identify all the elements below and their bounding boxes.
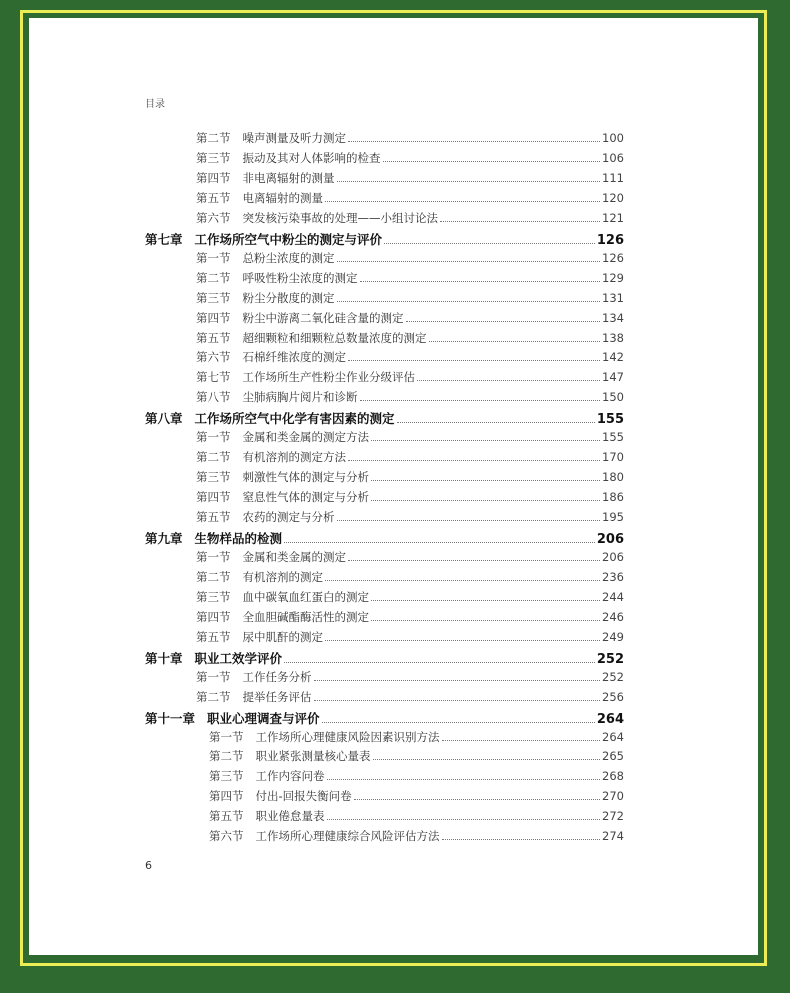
section-number: 第一节 <box>196 549 231 564</box>
toc-page-number: 268 <box>602 769 624 784</box>
dot-leader <box>327 818 601 820</box>
section-number: 第四节 <box>209 789 244 804</box>
section-number: 第七节 <box>196 370 231 385</box>
dot-leader <box>371 479 600 481</box>
toc-section-row <box>196 569 624 587</box>
toc-page-number: 180 <box>602 470 624 485</box>
section-number: 第一节 <box>196 430 231 445</box>
section-title: 尘肺病胸片阅片和诊断 <box>242 390 358 405</box>
toc-page-number: 147 <box>602 370 624 385</box>
section-title: 职业倦怠量表 <box>255 809 325 824</box>
section-number: 第六节 <box>196 350 231 365</box>
toc-page-number: 270 <box>602 789 624 804</box>
toc-page-number: 206 <box>596 532 624 547</box>
toc-section-row <box>196 210 624 228</box>
section-title: 粉尘分散度的测定 <box>242 290 335 305</box>
toc-page-number: 121 <box>602 210 624 225</box>
section-number: 第三节 <box>196 150 231 165</box>
section-title: 工作任务分析 <box>242 669 312 684</box>
section-number: 第五节 <box>209 809 244 824</box>
section-number: 第三节 <box>209 769 244 784</box>
dot-leader <box>442 739 601 741</box>
section-title: 总粉尘浓度的测定 <box>242 250 335 265</box>
section-title: 提举任务评估 <box>242 689 312 704</box>
chapter-title: 职业心理调查与评价 <box>207 710 320 726</box>
section-number: 第五节 <box>196 510 231 525</box>
dot-leader <box>284 541 595 543</box>
toc-section-row <box>196 469 624 487</box>
toc-section-row <box>196 250 624 268</box>
toc-chapter-row <box>145 529 624 547</box>
toc-section-row <box>209 748 624 766</box>
toc-section-row <box>196 389 624 407</box>
chapter-title: 职业工效学评价 <box>194 650 283 666</box>
toc-section-row <box>209 768 624 786</box>
toc-section-row <box>196 669 624 687</box>
toc-page-number: 170 <box>602 450 624 465</box>
toc-page-number: 126 <box>602 250 624 265</box>
toc-section-row <box>196 349 624 367</box>
dot-leader <box>327 778 601 780</box>
section-number: 第八节 <box>196 390 231 405</box>
section-title: 尿中肌酐的测定 <box>242 629 323 644</box>
dot-leader <box>337 519 601 521</box>
toc-page-number: 252 <box>602 669 624 684</box>
toc-page-number: 236 <box>602 569 624 584</box>
toc-section-row <box>196 449 624 467</box>
section-number: 第四节 <box>196 310 231 325</box>
section-title: 有机溶剂的测定 <box>242 569 323 584</box>
dot-leader <box>348 359 600 361</box>
section-title: 工作内容问卷 <box>255 769 325 784</box>
toc-section-row <box>209 729 624 747</box>
section-number: 第二节 <box>196 131 231 145</box>
toc-page-number: 272 <box>602 809 624 824</box>
section-title: 工作场所生产性粉尘作业分级评估 <box>242 370 415 385</box>
dot-leader <box>417 379 600 381</box>
section-title: 刺激性气体的测定与分析 <box>242 470 369 485</box>
dot-leader <box>442 838 601 840</box>
toc-section-row <box>209 808 624 826</box>
section-title: 电离辐射的测量 <box>242 190 323 205</box>
toc-section-row <box>196 369 624 387</box>
section-title: 呼吸性粉尘浓度的测定 <box>242 270 358 285</box>
toc-section-row <box>196 509 624 527</box>
dot-leader <box>348 140 600 142</box>
toc-chapter-row <box>145 409 624 427</box>
section-number: 第六节 <box>196 210 231 225</box>
section-title: 非电离辐射的测量 <box>242 170 335 185</box>
toc-chapter-row <box>145 230 624 248</box>
section-number: 第五节 <box>196 190 231 205</box>
section-title: 血中碳氧血红蛋白的测定 <box>242 589 369 604</box>
dot-leader <box>360 280 601 282</box>
toc-section-row <box>196 170 624 188</box>
section-number: 第一节 <box>196 250 231 265</box>
page-number: 6 <box>145 859 152 872</box>
toc-page-number: 256 <box>602 689 624 704</box>
section-title: 付出-回报失衡问卷 <box>255 789 352 804</box>
toc-page-number: 138 <box>602 330 624 345</box>
section-number: 第三节 <box>196 470 231 485</box>
dot-leader <box>314 699 601 701</box>
toc-page-number: 249 <box>602 629 624 644</box>
toc-page-number: 129 <box>602 270 624 285</box>
toc-section-row <box>196 689 624 707</box>
section-number: 第二节 <box>196 450 231 465</box>
chapter-number: 第八章 <box>145 411 183 427</box>
toc-section-row <box>196 330 624 348</box>
section-title: 粉尘中游离二氧化硅含量的测定 <box>242 310 404 325</box>
toc-page-number: 264 <box>596 711 624 727</box>
toc-page-number: 134 <box>602 310 624 325</box>
toc-page-number: 265 <box>602 749 624 764</box>
dot-leader <box>383 160 601 162</box>
section-title: 振动及其对人体影响的检查 <box>242 150 381 165</box>
dot-leader <box>314 679 601 681</box>
section-title: 金属和类金属的测定 <box>242 549 346 564</box>
section-number: 第一节 <box>196 669 231 684</box>
toc-page-number: 126 <box>596 232 624 248</box>
chapter-number: 第七章 <box>145 231 183 247</box>
toc-page-number: 264 <box>602 729 624 744</box>
toc-page-number: 120 <box>602 190 624 205</box>
dot-leader <box>371 439 600 441</box>
toc-section-row <box>196 190 624 208</box>
toc-section-row <box>196 489 624 507</box>
dot-leader <box>348 559 600 561</box>
toc-page-number: 274 <box>602 829 624 844</box>
chapter-number: 第十一章 <box>145 710 196 726</box>
dot-leader <box>348 459 600 461</box>
toc-section-row <box>196 589 624 607</box>
section-number: 第一节 <box>209 729 244 744</box>
dot-leader <box>325 639 600 641</box>
section-number: 第二节 <box>196 689 231 704</box>
toc-section-row <box>196 290 624 308</box>
toc-page-number: 150 <box>602 390 624 405</box>
toc-page-number: 186 <box>602 490 624 505</box>
toc-section-row <box>196 130 624 148</box>
dot-leader <box>371 499 600 501</box>
toc-page-number: 246 <box>602 609 624 624</box>
chapter-number: 第十章 <box>145 650 183 666</box>
section-title: 农药的测定与分析 <box>242 510 335 525</box>
dot-leader <box>384 242 595 244</box>
toc-section-row <box>196 429 624 447</box>
section-number: 第二节 <box>196 270 231 285</box>
dot-leader <box>322 721 595 723</box>
toc-page-number: 142 <box>602 350 624 365</box>
dot-leader <box>354 798 600 800</box>
section-title: 金属和类金属的测定方法 <box>242 430 369 445</box>
section-number: 第二节 <box>209 749 244 764</box>
dot-leader <box>371 599 600 601</box>
book-page <box>29 18 758 955</box>
chapter-title: 生物样品的检测 <box>194 531 283 546</box>
section-title: 超细颗粒和细颗粒总数量浓度的测定 <box>242 330 427 345</box>
section-number: 第三节 <box>196 290 231 305</box>
toc-page-number: 100 <box>602 131 624 145</box>
toc-page-number: 106 <box>602 150 624 165</box>
section-title: 工作场所心理健康风险因素识别方法 <box>255 729 440 744</box>
chapter-number: 第九章 <box>145 531 183 546</box>
dot-leader <box>284 661 595 663</box>
toc-section-row <box>209 788 624 806</box>
dot-leader <box>360 399 601 401</box>
toc-section-row <box>209 828 624 846</box>
dot-leader <box>337 180 601 182</box>
toc-page-number: 155 <box>596 412 624 428</box>
dot-leader <box>406 320 601 322</box>
toc-page-number: 195 <box>602 510 624 525</box>
toc-page-number: 252 <box>596 651 624 667</box>
dot-leader <box>337 300 601 302</box>
section-title: 突发核污染事故的处理——小组讨论法 <box>242 210 438 225</box>
section-title: 全血胆碱酯酶活性的测定 <box>242 609 369 624</box>
toc-page-number: 111 <box>602 170 624 185</box>
section-number: 第四节 <box>196 490 231 505</box>
dot-leader <box>429 340 601 342</box>
toc-section-row <box>196 310 624 328</box>
dot-leader <box>440 220 600 222</box>
section-title: 窒息性气体的测定与分析 <box>242 490 369 505</box>
toc-section-row <box>196 270 624 288</box>
section-title: 噪声测量及听力测定 <box>242 131 346 145</box>
toc-page-number: 155 <box>602 430 624 445</box>
section-number: 第三节 <box>196 589 231 604</box>
toc-chapter-row <box>145 709 624 727</box>
section-number: 第四节 <box>196 609 231 624</box>
chapter-title: 工作场所空气中化学有害因素的测定 <box>194 411 395 427</box>
section-number: 第四节 <box>196 170 231 185</box>
toc-section-row <box>196 629 624 647</box>
section-number: 第二节 <box>196 569 231 584</box>
toc-section-row <box>196 609 624 627</box>
dot-leader <box>325 200 600 202</box>
toc-page-number: 244 <box>602 589 624 604</box>
toc-section-row <box>196 549 624 567</box>
toc-page-number: 131 <box>602 290 624 305</box>
section-number: 第五节 <box>196 629 231 644</box>
section-title: 职业紧张测量核心量表 <box>255 749 371 764</box>
dot-leader <box>373 758 601 760</box>
toc-page-number: 206 <box>602 549 624 564</box>
section-title: 工作场所心理健康综合风险评估方法 <box>255 829 440 844</box>
dot-leader <box>397 421 595 423</box>
dot-leader <box>371 619 600 621</box>
dot-leader <box>337 260 601 262</box>
chapter-title: 工作场所空气中粉尘的测定与评价 <box>194 231 383 247</box>
section-number: 第六节 <box>209 829 244 844</box>
section-number: 第五节 <box>196 330 231 345</box>
toc-chapter-row <box>145 649 624 667</box>
section-title: 有机溶剂的测定方法 <box>242 450 346 465</box>
section-title: 石棉纤维浓度的测定 <box>242 350 346 365</box>
dot-leader <box>325 579 600 581</box>
toc-section-row <box>196 150 624 168</box>
running-header: 目录 <box>145 99 165 110</box>
